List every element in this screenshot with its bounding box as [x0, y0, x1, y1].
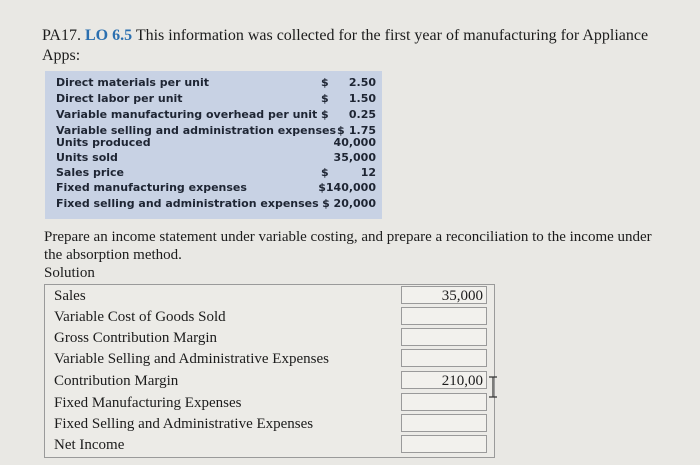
info-label: Variable manufacturing overhead per unit [56, 108, 318, 121]
statement-input[interactable] [401, 435, 487, 453]
statement-label: Fixed Manufacturing Expenses [54, 395, 242, 411]
statement-input[interactable]: 35,000 [401, 286, 487, 304]
info-value: 12 [360, 166, 376, 179]
statement-label: Variable Cost of Goods Sold [54, 309, 226, 325]
statement-label: Sales [54, 288, 86, 304]
statement-row [45, 370, 494, 391]
statement-row [45, 434, 494, 455]
text-cursor-icon [488, 376, 498, 398]
info-value: $ 20,000 [322, 197, 376, 210]
info-row [45, 181, 382, 195]
info-row [45, 166, 382, 180]
problem-statement [42, 26, 672, 66]
info-label: Variable selling and administration expenses [56, 124, 337, 137]
statement-row [45, 285, 494, 306]
problem-text: This information was collected for the first year of manufacturing for Appliance Apps: [42, 27, 649, 64]
info-dollar: $ [321, 92, 329, 105]
info-table [45, 71, 382, 219]
statement-row [45, 327, 494, 348]
statement-label: Net Income [54, 437, 125, 453]
statement-input[interactable] [401, 393, 487, 411]
statement-label: Variable Selling and Administrative Expenses [54, 351, 329, 367]
info-dollar: $ [337, 124, 345, 137]
statement-label: Contribution Margin [54, 373, 179, 389]
statement-input[interactable] [401, 414, 487, 432]
info-value: 0.25 [348, 108, 376, 121]
info-label: Fixed manufacturing expenses [56, 181, 247, 194]
info-value: 40,000 [333, 136, 376, 149]
statement-row [45, 348, 494, 369]
statement-input[interactable]: 210,00 [401, 371, 487, 389]
info-label: Units sold [56, 151, 118, 164]
info-row [45, 108, 382, 122]
statement-row [45, 392, 494, 413]
info-label: Fixed selling and administration expenses [56, 197, 319, 210]
statement-label: Fixed Selling and Administrative Expenses [54, 416, 314, 432]
info-dollar: $ [321, 76, 329, 89]
learning-objective: LO 6.5 [84, 27, 133, 44]
info-row [45, 197, 382, 211]
statement-label: Gross Contribution Margin [54, 330, 218, 346]
info-row [45, 151, 382, 165]
info-value: 35,000 [333, 151, 376, 164]
info-label: Direct materials per unit [56, 76, 210, 89]
problem-id: PA17. [42, 27, 81, 44]
income-statement-table [44, 284, 495, 458]
solution-label: Solution [44, 265, 95, 281]
statement-input[interactable] [401, 349, 487, 367]
info-value: $140,000 [318, 181, 376, 194]
statement-input[interactable] [401, 307, 487, 325]
statement-row [45, 306, 494, 327]
statement-row [45, 413, 494, 434]
info-dollar: $ [321, 108, 329, 121]
info-row [45, 76, 382, 90]
info-value: 1.50 [348, 92, 376, 105]
info-label: Units produced [56, 136, 151, 149]
info-value: 1.75 [348, 124, 376, 137]
info-row [45, 92, 382, 106]
info-dollar: $ [321, 166, 329, 179]
info-value: 2.50 [348, 76, 376, 89]
statement-input[interactable] [401, 328, 487, 346]
info-label: Direct labor per unit [56, 92, 183, 105]
info-label: Sales price [56, 166, 125, 179]
info-row [45, 136, 382, 150]
problem-prompt: Prepare an income statement under variable costing, and prepare a reconciliation to the income under the absorption method. [44, 229, 652, 263]
